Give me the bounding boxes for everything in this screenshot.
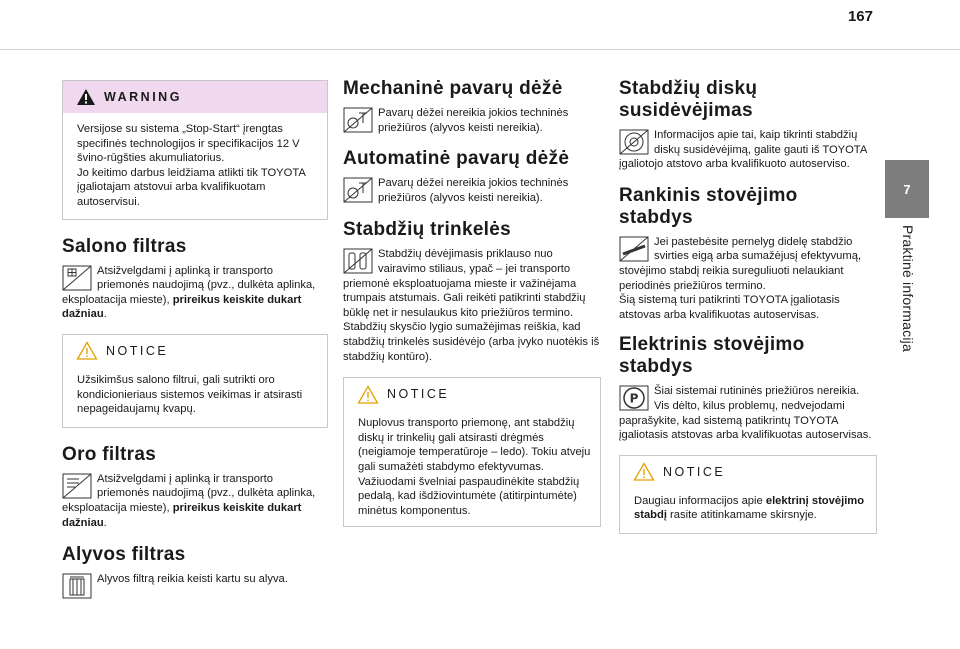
warning-title: WARNING	[104, 90, 182, 104]
maintenance-grid-icon	[62, 473, 92, 499]
section-title-alyvos: Alyvos filtras	[62, 544, 186, 566]
section-title-oro: Oro filtras	[62, 443, 157, 465]
notice-triangle-icon	[633, 462, 655, 481]
section-title-disk: Stabdžių diskų susidėvėjimas	[619, 78, 758, 121]
auto-text: Pavarų dėžei nereikia jokios techninės priežiūros (alyvos keisti nereikia).	[378, 177, 569, 204]
notice-box-elek: NOTICE Daugiau informacijos apie elektrinį stovėjimo stabdį rasite atitinkamame skirsnyje.	[619, 455, 877, 534]
section-title-elek: Elektrinis stovėjimo stabdys	[619, 334, 805, 378]
section-title-trink: Stabdžių trinkelės	[343, 219, 511, 241]
section-title-mech: Mechaninė pavarų dėžė	[343, 78, 563, 99]
warning-text-2: Jo keitimo darbus leidžiama atlikti tik TOYOTA įgaliotajam atstovui arba kvalifikuotam autoservisui.	[77, 166, 306, 208]
section-title-salono: Salono filtras	[62, 235, 187, 257]
notice-title: NOTICE	[387, 387, 450, 402]
notice-triangle-icon	[357, 385, 379, 404]
maintenance-grid-icon	[62, 573, 92, 599]
trink-text-2: Stabdžių skysčio lygio sumažėjimas reiškia, kad stabdžių trinkelės susidėvėjo (arba įvyko nuotėkis iš stabdžių kontūro).	[343, 321, 600, 363]
maintenance-grid-icon	[62, 265, 92, 291]
rank-text: Jei pastebėsite pernelyg didelę stabdžio svirties eigą arba sumažėjusį efektyvumą, stovėjimo stabdį reikia sureguliuoti nelaukiant periodinės priežiūros termino.	[619, 235, 862, 292]
svg-text:P: P	[629, 391, 639, 406]
gearbox-icon	[343, 107, 373, 133]
trink-text: Stabdžių dėvėjimasis priklauso nuo vairavimo stiliaus, ypač – jei transporto priemonė eksploatuojama mieste ir važinėjama trumpais atstumais. Gali reikėti patikrinti stabdžių būklę net ir nesulaukus kito priežiūros termino.	[343, 248, 586, 319]
notice-bold: elektrinį stovėjimo stabdį	[634, 494, 865, 522]
page-number: 167	[847, 8, 873, 25]
warning-box	[62, 80, 328, 220]
notice-box-salono	[62, 334, 328, 428]
notice-text: Daugiau informacijos apie	[634, 494, 766, 507]
oro-text: Atsižvelgdami į aplinką ir transporto priemonės naudojimą (pvz., dulkėta aplinka, eksploatacija mieste),	[62, 472, 316, 514]
chapter-title: Praktinė informacija	[900, 225, 916, 352]
notice-title: NOTICE	[663, 464, 726, 479]
electric-parking-brake-icon	[619, 385, 649, 411]
section-title-auto: Automatinė pavarų dėžė	[343, 148, 570, 170]
column-middle	[343, 78, 601, 527]
rank-text-2: Šią sistemą turi patikrinti TOYOTA įgaliotasis atstovas arba kvalifikuotas autoservisas.	[619, 294, 840, 321]
gearbox-icon	[343, 177, 373, 203]
brake-pad-icon	[343, 248, 373, 274]
notice-title: NOTICE	[106, 343, 169, 358]
salono-bold: prireikus keiskite dukart dažniau	[62, 293, 302, 321]
oro-bold: prireikus keiskite dukart dažniau	[62, 501, 302, 529]
warning-text: Versijose su sistema „Stop-Start“ įrengtas specifinės technologijos ir specifikacijos 12 V švino-rūgšties akumuliatorius.	[77, 123, 300, 165]
warning-triangle-icon	[76, 88, 96, 106]
header-divider	[0, 49, 960, 50]
chapter-tab[interactable]: 7	[885, 160, 929, 218]
notice-box-trink	[343, 377, 601, 527]
mech-text: Pavarų dėžei nereikia jokios techninės priežiūros (alyvos keisti nereikia).	[378, 107, 569, 134]
notice-text: Užsikimšus salono filtrui, gali sutrikti oro kondicionieriaus sistemos veikimas ir atsirasti nepageidaujamų kvapų.	[77, 373, 303, 416]
brake-disc-icon	[619, 129, 649, 155]
handbrake-icon	[619, 236, 649, 262]
alyvos-text: Alyvos filtrą reikia keisti kartu su alyva.	[97, 573, 288, 586]
column-left: WARNING Versijose su sistema „Stop-Start“ įrengtas specifinės technologijos ir specifikacijos 12 V švino-rūgšties akumuliatorius. Jo keitimo darbus leidžiama atlikti tik TOYOTA įgaliotajam atstovui arba kvalifikuotam autoservisui. Salono filtras Atsižvelgdami į aplinką ir transporto priemonės naudojimą (pvz., dulkėta aplinka, eksploatacija mieste), prireikus keiskite dukart dažniau. NOTICE Užsikimšus salono filtrui, gali sutrikti oro kondicionieriaus sistemos veikimas ir atsirasti nepageidaujamų kvapų. Oro filtras Atsižvelgdami į aplinką ir transporto priemonės naudojimą (pvz., dulkėta aplinka, eksploatacija mieste), prireikus keiskite dukart dažniau. Alyvos filtras Alyvos filtrą reikia keisti kartu su alyva.	[62, 80, 328, 601]
notice-triangle-icon	[76, 341, 98, 360]
notice-text: Nuplovus transporto priemonę, ant stabdžių diskų ir trinkelių gali atsirasti drėgmės (neigiamoje temperatūroje – ledo). Tokiu atveju gali sumažėti stabdymo efektyvumas. Važiuodami švelniai paspaudinėkite stabdžių pedalą, kad išdžiovintumėte (atitirpintumėte) minėtus komponentus.	[358, 417, 591, 517]
salono-text: Atsižvelgdami į aplinką ir transporto priemonės naudojimą (pvz., dulkėta aplinka, eksploatacija mieste),	[62, 264, 316, 306]
disk-text: Informacijos apie tai, kaip tikrinti stabdžių diskų susidėvėjimą, galite gauti iš TOYOTA įgaliotojo atstovo arba kvalifikuoto autoserviso.	[619, 129, 867, 171]
column-right	[619, 78, 877, 534]
section-title-rank: Rankinis stovėjimo stabdys	[619, 184, 798, 228]
elek-text: Šiai sistemai rutininės priežiūros nereikia. Vis dėlto, kilus problemų, nedvejodami paprašykite, kad sistemą patikrintų TOYOTA įgaliotasis atstovas arba kvalifikuotas autoservisas.	[619, 385, 872, 442]
